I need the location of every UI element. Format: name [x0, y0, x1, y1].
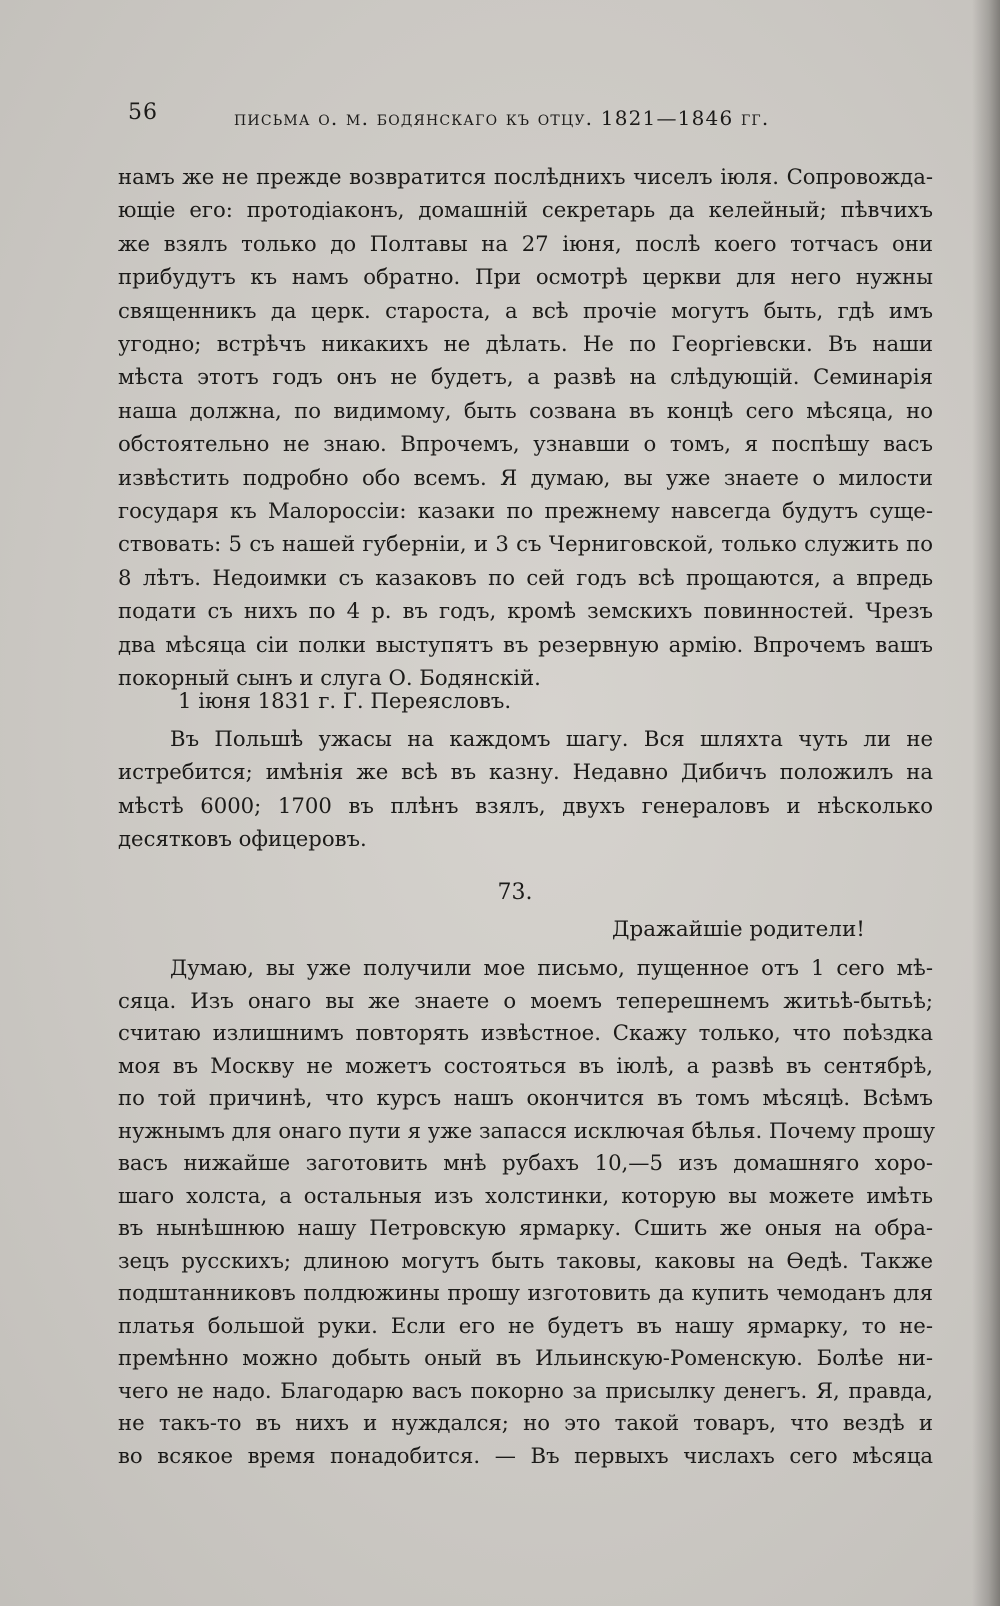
text-line: въ нынѣшнюю нашу Петровскую ярмарку. Сшить же оныя на обра- — [118, 1215, 933, 1240]
paragraph-3 — [118, 952, 936, 1472]
text-line: чего не надо. Благодарю васъ покорно за присылку денегъ. Я, правда, — [118, 1377, 933, 1403]
paragraph-1 — [118, 160, 933, 695]
text-line: шаго холста, а остальныя изъ холстинки, которую вы можете имѣть — [118, 1182, 933, 1208]
text-line: угодно; встрѣчъ никакихъ не дѣлать. Не по Георгіевски. Въ наши — [118, 331, 933, 357]
page-edge-shadow — [972, 0, 1000, 1606]
text-line: подштанниковъ полдюжины прошу изготовить да купить чемоданъ для — [118, 1280, 933, 1305]
text-line: платья большой руки. Если его не будетъ въ нашу ярмарку, то не- — [118, 1312, 933, 1338]
text-line: прибудутъ къ намъ обратно. При осмотрѣ церкви для него нужны — [118, 264, 933, 290]
text-line: во всякое время понадобится. — Въ первыхъ числахъ сего мѣсяца — [118, 1442, 933, 1468]
text-line: наша должна, по видимому, быть созвана въ концѣ сего мѣсяца, но — [118, 397, 933, 423]
text-line: Въ Польшѣ ужасы на каждомъ шагу. Вся шляхта чуть ли не — [170, 726, 933, 751]
text-line: васъ нижайше заготовить мнѣ рубахъ 10,—5 изъ домашняго хоро- — [118, 1150, 933, 1175]
text-line: ющіе его: протодіаконъ, домашній секретарь да келейный; пѣвчихъ — [118, 197, 933, 223]
text-line: Думаю, вы уже получили мое письмо, пущенное отъ 1 сего мѣ- — [170, 955, 933, 980]
text-line: нужнымъ для онаго пути я уже запасся исключая бѣлья. Почему прошу — [118, 1117, 936, 1143]
text-line: священникъ да церк. староста, а всѣ прочіе могутъ быть, гдѣ имъ — [118, 297, 933, 323]
text-line: же взялъ только до Полтавы на 27 іюня, послѣ коего тотчасъ они — [118, 230, 933, 256]
text-line: не такъ-то въ нихъ и нуждался; но это такой товаръ, что вездѣ и — [118, 1410, 933, 1435]
text-line: два мѣсяца сіи полки выступятъ въ резервную армію. Впрочемъ вашъ — [118, 631, 933, 657]
text-line: намъ же не прежде возвратится послѣднихъ чиселъ іюля. Сопровожда- — [118, 164, 933, 189]
text-line: премѣнно можно добыть оный въ Ильинскую-Роменскую. Болѣе ни- — [118, 1345, 933, 1370]
text-line: ствовать: 5 съ нашей губерніи, и 3 съ Черниговской, только служить по — [118, 531, 933, 557]
running-head-title: письма о. м. бодянскаго къ отцу. 1821—1846 гг. — [234, 106, 770, 130]
text-line: мѣстѣ 6000; 1700 въ плѣнъ взялъ, двухъ генераловъ и нѣсколько — [118, 792, 933, 818]
text-line: моя въ Москву не можетъ состояться въ іюлѣ, а развѣ въ сентябрѣ, — [118, 1052, 933, 1078]
dateline: 1 іюня 1831 г. Г. Переясловъ. — [178, 688, 512, 713]
text-line: по той причинѣ, что курсъ нашъ окончится въ томъ мѣсяцѣ. Всѣмъ — [118, 1085, 933, 1110]
text-line: 8 лѣтъ. Недоимки съ казаковъ по сей годъ всѣ прощаются, а впредь — [118, 564, 933, 590]
paragraph-2 — [118, 722, 933, 856]
text-line: истребится; имѣнія же всѣ въ казну. Недавно Дибичъ положилъ на — [118, 759, 933, 785]
running-head — [128, 100, 828, 136]
text-line: зецъ русскихъ; длиною могутъ быть таковы, каковы на Ѳедѣ. Также — [118, 1247, 933, 1273]
text-line: сяца. Изъ онаго вы же знаете о моемъ теперешнемъ житьѣ-бытьѣ; — [118, 987, 933, 1013]
text-line: десятковъ офицеровъ. — [118, 826, 367, 852]
text-line: мѣста этотъ годъ онъ не будетъ, а развѣ на слѣдующій. Семинарія — [118, 364, 933, 390]
text-line: обстоятельно не знаю. Впрочемъ, узнавши о томъ, я поспѣшу васъ — [118, 431, 933, 457]
text-line: извѣстить подробно обо всемъ. Я думаю, вы уже знаете о милости — [118, 464, 933, 490]
text-line: покорный сынъ и слуга О. Бодянскій. — [118, 665, 541, 691]
letter-number: 73. — [497, 880, 533, 905]
text-line: государя къ Малороссіи: казаки по прежнему навсегда будутъ суще- — [118, 498, 933, 524]
text-line: считаю излишнимъ повторять извѣстное. Скажу только, что поѣздка — [118, 1020, 933, 1045]
salutation: Дражайшіе родители! — [612, 917, 865, 942]
page-number: 56 — [128, 100, 158, 125]
text-line: подати съ нихъ по 4 р. въ годъ, кромѣ земскихъ повинностей. Чрезъ — [118, 598, 933, 624]
